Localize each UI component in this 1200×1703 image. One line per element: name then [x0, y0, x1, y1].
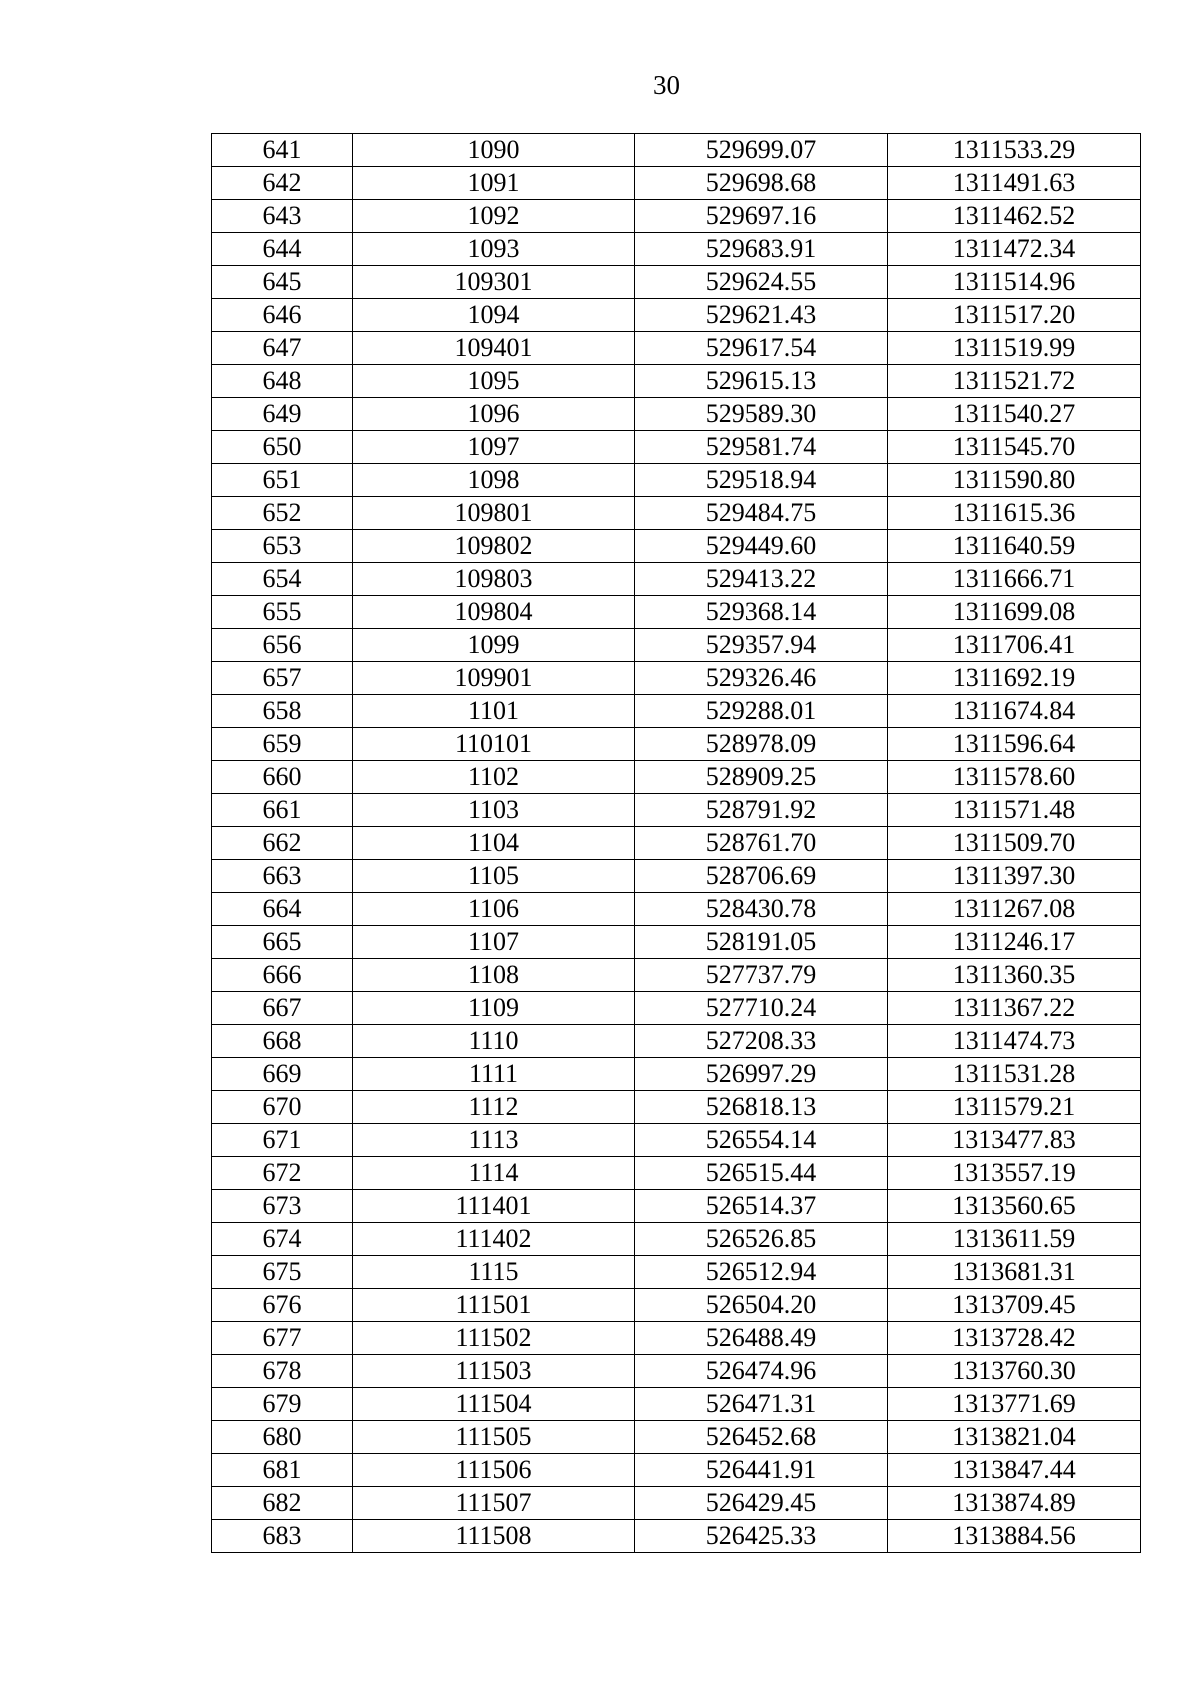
row-index-cell: 654	[212, 563, 353, 596]
x-coordinate-cell: 528909.25	[635, 761, 888, 794]
row-index-cell: 652	[212, 497, 353, 530]
table-row	[212, 398, 1141, 431]
x-coordinate-cell: 526514.37	[635, 1190, 888, 1223]
y-coordinate-cell: 1313611.59	[888, 1223, 1141, 1256]
y-coordinate-cell: 1311519.99	[888, 332, 1141, 365]
point-id-cell: 109901	[353, 662, 635, 695]
point-id-cell: 109804	[353, 596, 635, 629]
x-coordinate-cell: 526488.49	[635, 1322, 888, 1355]
y-coordinate-cell: 1313560.65	[888, 1190, 1141, 1223]
y-coordinate-cell: 1313847.44	[888, 1454, 1141, 1487]
table-row	[212, 299, 1141, 332]
x-coordinate-cell: 526441.91	[635, 1454, 888, 1487]
table-row	[212, 794, 1141, 827]
x-coordinate-cell: 528978.09	[635, 728, 888, 761]
point-id-cell: 109401	[353, 332, 635, 365]
y-coordinate-cell: 1313760.30	[888, 1355, 1141, 1388]
x-coordinate-cell: 527737.79	[635, 959, 888, 992]
point-id-cell: 109301	[353, 266, 635, 299]
x-coordinate-cell: 528706.69	[635, 860, 888, 893]
table-row	[212, 926, 1141, 959]
point-id-cell: 111402	[353, 1223, 635, 1256]
row-index-cell: 648	[212, 365, 353, 398]
y-coordinate-cell: 1311545.70	[888, 431, 1141, 464]
table-row	[212, 1355, 1141, 1388]
y-coordinate-cell: 1311706.41	[888, 629, 1141, 662]
table-row	[212, 992, 1141, 1025]
table-row	[212, 629, 1141, 662]
table-row	[212, 200, 1141, 233]
x-coordinate-cell: 526471.31	[635, 1388, 888, 1421]
table-row	[212, 1025, 1141, 1058]
point-id-cell: 1106	[353, 893, 635, 926]
table-body	[212, 134, 1141, 1553]
table-row	[212, 167, 1141, 200]
x-coordinate-cell: 529326.46	[635, 662, 888, 695]
point-id-cell: 1114	[353, 1157, 635, 1190]
x-coordinate-cell: 529288.01	[635, 695, 888, 728]
point-id-cell: 111507	[353, 1487, 635, 1520]
table-row	[212, 1124, 1141, 1157]
table-row	[212, 827, 1141, 860]
point-id-cell: 1103	[353, 794, 635, 827]
point-id-cell: 1105	[353, 860, 635, 893]
row-index-cell: 674	[212, 1223, 353, 1256]
row-index-cell: 683	[212, 1520, 353, 1553]
y-coordinate-cell: 1313728.42	[888, 1322, 1141, 1355]
point-id-cell: 1113	[353, 1124, 635, 1157]
point-id-cell: 111508	[353, 1520, 635, 1553]
table-row	[212, 860, 1141, 893]
y-coordinate-cell: 1311474.73	[888, 1025, 1141, 1058]
y-coordinate-cell: 1311517.20	[888, 299, 1141, 332]
row-index-cell: 676	[212, 1289, 353, 1322]
y-coordinate-cell: 1311533.29	[888, 134, 1141, 167]
row-index-cell: 664	[212, 893, 353, 926]
table-row	[212, 1322, 1141, 1355]
table-row	[212, 1388, 1141, 1421]
x-coordinate-cell: 526429.45	[635, 1487, 888, 1520]
y-coordinate-cell: 1313681.31	[888, 1256, 1141, 1289]
point-id-cell: 111506	[353, 1454, 635, 1487]
y-coordinate-cell: 1313771.69	[888, 1388, 1141, 1421]
table-row	[212, 1223, 1141, 1256]
y-coordinate-cell: 1311397.30	[888, 860, 1141, 893]
row-index-cell: 680	[212, 1421, 353, 1454]
row-index-cell: 677	[212, 1322, 353, 1355]
x-coordinate-cell: 526526.85	[635, 1223, 888, 1256]
row-index-cell: 657	[212, 662, 353, 695]
point-id-cell: 111401	[353, 1190, 635, 1223]
y-coordinate-cell: 1311472.34	[888, 233, 1141, 266]
table-row	[212, 530, 1141, 563]
table-row	[212, 1058, 1141, 1091]
table-row	[212, 1520, 1141, 1553]
table-row	[212, 1091, 1141, 1124]
row-index-cell: 643	[212, 200, 353, 233]
y-coordinate-cell: 1311531.28	[888, 1058, 1141, 1091]
point-id-cell: 111504	[353, 1388, 635, 1421]
row-index-cell: 659	[212, 728, 353, 761]
table-row	[212, 464, 1141, 497]
y-coordinate-cell: 1311666.71	[888, 563, 1141, 596]
row-index-cell: 682	[212, 1487, 353, 1520]
point-id-cell: 1112	[353, 1091, 635, 1124]
x-coordinate-cell: 529697.16	[635, 200, 888, 233]
table-row	[212, 563, 1141, 596]
table-row	[212, 497, 1141, 530]
y-coordinate-cell: 1311540.27	[888, 398, 1141, 431]
table-row	[212, 332, 1141, 365]
table-row	[212, 1289, 1141, 1322]
x-coordinate-cell: 529615.13	[635, 365, 888, 398]
table-row	[212, 761, 1141, 794]
y-coordinate-cell: 1313884.56	[888, 1520, 1141, 1553]
point-id-cell: 1091	[353, 167, 635, 200]
table-row	[212, 1487, 1141, 1520]
y-coordinate-cell: 1313709.45	[888, 1289, 1141, 1322]
y-coordinate-cell: 1311462.52	[888, 200, 1141, 233]
row-index-cell: 667	[212, 992, 353, 1025]
table-row	[212, 662, 1141, 695]
table-row	[212, 695, 1141, 728]
x-coordinate-cell: 526504.20	[635, 1289, 888, 1322]
x-coordinate-cell: 526474.96	[635, 1355, 888, 1388]
x-coordinate-cell: 526512.94	[635, 1256, 888, 1289]
point-id-cell: 1109	[353, 992, 635, 1025]
point-id-cell: 111501	[353, 1289, 635, 1322]
row-index-cell: 649	[212, 398, 353, 431]
y-coordinate-cell: 1311521.72	[888, 365, 1141, 398]
x-coordinate-cell: 526452.68	[635, 1421, 888, 1454]
x-coordinate-cell: 529698.68	[635, 167, 888, 200]
x-coordinate-cell: 528191.05	[635, 926, 888, 959]
x-coordinate-cell: 529617.54	[635, 332, 888, 365]
row-index-cell: 642	[212, 167, 353, 200]
point-id-cell: 109803	[353, 563, 635, 596]
x-coordinate-cell: 529683.91	[635, 233, 888, 266]
table-row	[212, 728, 1141, 761]
x-coordinate-cell: 529413.22	[635, 563, 888, 596]
row-index-cell: 645	[212, 266, 353, 299]
row-index-cell: 658	[212, 695, 353, 728]
row-index-cell: 644	[212, 233, 353, 266]
row-index-cell: 661	[212, 794, 353, 827]
x-coordinate-cell: 529699.07	[635, 134, 888, 167]
row-index-cell: 675	[212, 1256, 353, 1289]
y-coordinate-cell: 1311578.60	[888, 761, 1141, 794]
table-row	[212, 596, 1141, 629]
row-index-cell: 660	[212, 761, 353, 794]
table-row	[212, 1421, 1141, 1454]
table-row	[212, 1454, 1141, 1487]
point-id-cell: 110101	[353, 728, 635, 761]
row-index-cell: 679	[212, 1388, 353, 1421]
point-id-cell: 111505	[353, 1421, 635, 1454]
table-row	[212, 959, 1141, 992]
point-id-cell: 1096	[353, 398, 635, 431]
x-coordinate-cell: 528791.92	[635, 794, 888, 827]
y-coordinate-cell: 1311514.96	[888, 266, 1141, 299]
y-coordinate-cell: 1311367.22	[888, 992, 1141, 1025]
x-coordinate-cell: 529589.30	[635, 398, 888, 431]
row-index-cell: 656	[212, 629, 353, 662]
x-coordinate-cell: 529484.75	[635, 497, 888, 530]
x-coordinate-cell: 527710.24	[635, 992, 888, 1025]
row-index-cell: 665	[212, 926, 353, 959]
point-id-cell: 1092	[353, 200, 635, 233]
table-row	[212, 1157, 1141, 1190]
y-coordinate-cell: 1311509.70	[888, 827, 1141, 860]
point-id-cell: 109801	[353, 497, 635, 530]
point-id-cell: 1104	[353, 827, 635, 860]
y-coordinate-cell: 1311590.80	[888, 464, 1141, 497]
x-coordinate-cell: 526425.33	[635, 1520, 888, 1553]
row-index-cell: 673	[212, 1190, 353, 1223]
point-id-cell: 1115	[353, 1256, 635, 1289]
point-id-cell: 1098	[353, 464, 635, 497]
coordinates-table	[211, 133, 1141, 1553]
row-index-cell: 647	[212, 332, 353, 365]
y-coordinate-cell: 1311267.08	[888, 893, 1141, 926]
table-row	[212, 1190, 1141, 1223]
table-row	[212, 365, 1141, 398]
row-index-cell: 662	[212, 827, 353, 860]
table-row	[212, 266, 1141, 299]
x-coordinate-cell: 528430.78	[635, 893, 888, 926]
row-index-cell: 663	[212, 860, 353, 893]
y-coordinate-cell: 1311246.17	[888, 926, 1141, 959]
y-coordinate-cell: 1311692.19	[888, 662, 1141, 695]
row-index-cell: 655	[212, 596, 353, 629]
x-coordinate-cell: 528761.70	[635, 827, 888, 860]
row-index-cell: 651	[212, 464, 353, 497]
y-coordinate-cell: 1311360.35	[888, 959, 1141, 992]
point-id-cell: 1099	[353, 629, 635, 662]
point-id-cell: 1102	[353, 761, 635, 794]
y-coordinate-cell: 1311491.63	[888, 167, 1141, 200]
point-id-cell: 1101	[353, 695, 635, 728]
table-row	[212, 233, 1141, 266]
point-id-cell: 1090	[353, 134, 635, 167]
x-coordinate-cell: 526554.14	[635, 1124, 888, 1157]
point-id-cell: 1094	[353, 299, 635, 332]
y-coordinate-cell: 1313821.04	[888, 1421, 1141, 1454]
y-coordinate-cell: 1311596.64	[888, 728, 1141, 761]
row-index-cell: 670	[212, 1091, 353, 1124]
y-coordinate-cell: 1311640.59	[888, 530, 1141, 563]
x-coordinate-cell: 526818.13	[635, 1091, 888, 1124]
x-coordinate-cell: 526997.29	[635, 1058, 888, 1091]
point-id-cell: 111503	[353, 1355, 635, 1388]
point-id-cell: 1110	[353, 1025, 635, 1058]
y-coordinate-cell: 1311615.36	[888, 497, 1141, 530]
row-index-cell: 678	[212, 1355, 353, 1388]
point-id-cell: 1093	[353, 233, 635, 266]
row-index-cell: 646	[212, 299, 353, 332]
row-index-cell: 671	[212, 1124, 353, 1157]
table-row	[212, 1256, 1141, 1289]
x-coordinate-cell: 529624.55	[635, 266, 888, 299]
row-index-cell: 641	[212, 134, 353, 167]
page-number: 30	[653, 70, 680, 100]
y-coordinate-cell: 1311579.21	[888, 1091, 1141, 1124]
x-coordinate-cell: 526515.44	[635, 1157, 888, 1190]
x-coordinate-cell: 529368.14	[635, 596, 888, 629]
y-coordinate-cell: 1313557.19	[888, 1157, 1141, 1190]
row-index-cell: 650	[212, 431, 353, 464]
point-id-cell: 1108	[353, 959, 635, 992]
x-coordinate-cell: 529581.74	[635, 431, 888, 464]
row-index-cell: 653	[212, 530, 353, 563]
x-coordinate-cell: 529518.94	[635, 464, 888, 497]
point-id-cell: 109802	[353, 530, 635, 563]
table-row	[212, 134, 1141, 167]
x-coordinate-cell: 529357.94	[635, 629, 888, 662]
y-coordinate-cell: 1311571.48	[888, 794, 1141, 827]
point-id-cell: 111502	[353, 1322, 635, 1355]
x-coordinate-cell: 527208.33	[635, 1025, 888, 1058]
point-id-cell: 1097	[353, 431, 635, 464]
x-coordinate-cell: 529449.60	[635, 530, 888, 563]
table-row	[212, 431, 1141, 464]
point-id-cell: 1111	[353, 1058, 635, 1091]
table-row	[212, 893, 1141, 926]
y-coordinate-cell: 1311699.08	[888, 596, 1141, 629]
y-coordinate-cell: 1311674.84	[888, 695, 1141, 728]
row-index-cell: 668	[212, 1025, 353, 1058]
row-index-cell: 672	[212, 1157, 353, 1190]
point-id-cell: 1107	[353, 926, 635, 959]
row-index-cell: 666	[212, 959, 353, 992]
y-coordinate-cell: 1313477.83	[888, 1124, 1141, 1157]
row-index-cell: 681	[212, 1454, 353, 1487]
point-id-cell: 1095	[353, 365, 635, 398]
x-coordinate-cell: 529621.43	[635, 299, 888, 332]
row-index-cell: 669	[212, 1058, 353, 1091]
y-coordinate-cell: 1313874.89	[888, 1487, 1141, 1520]
